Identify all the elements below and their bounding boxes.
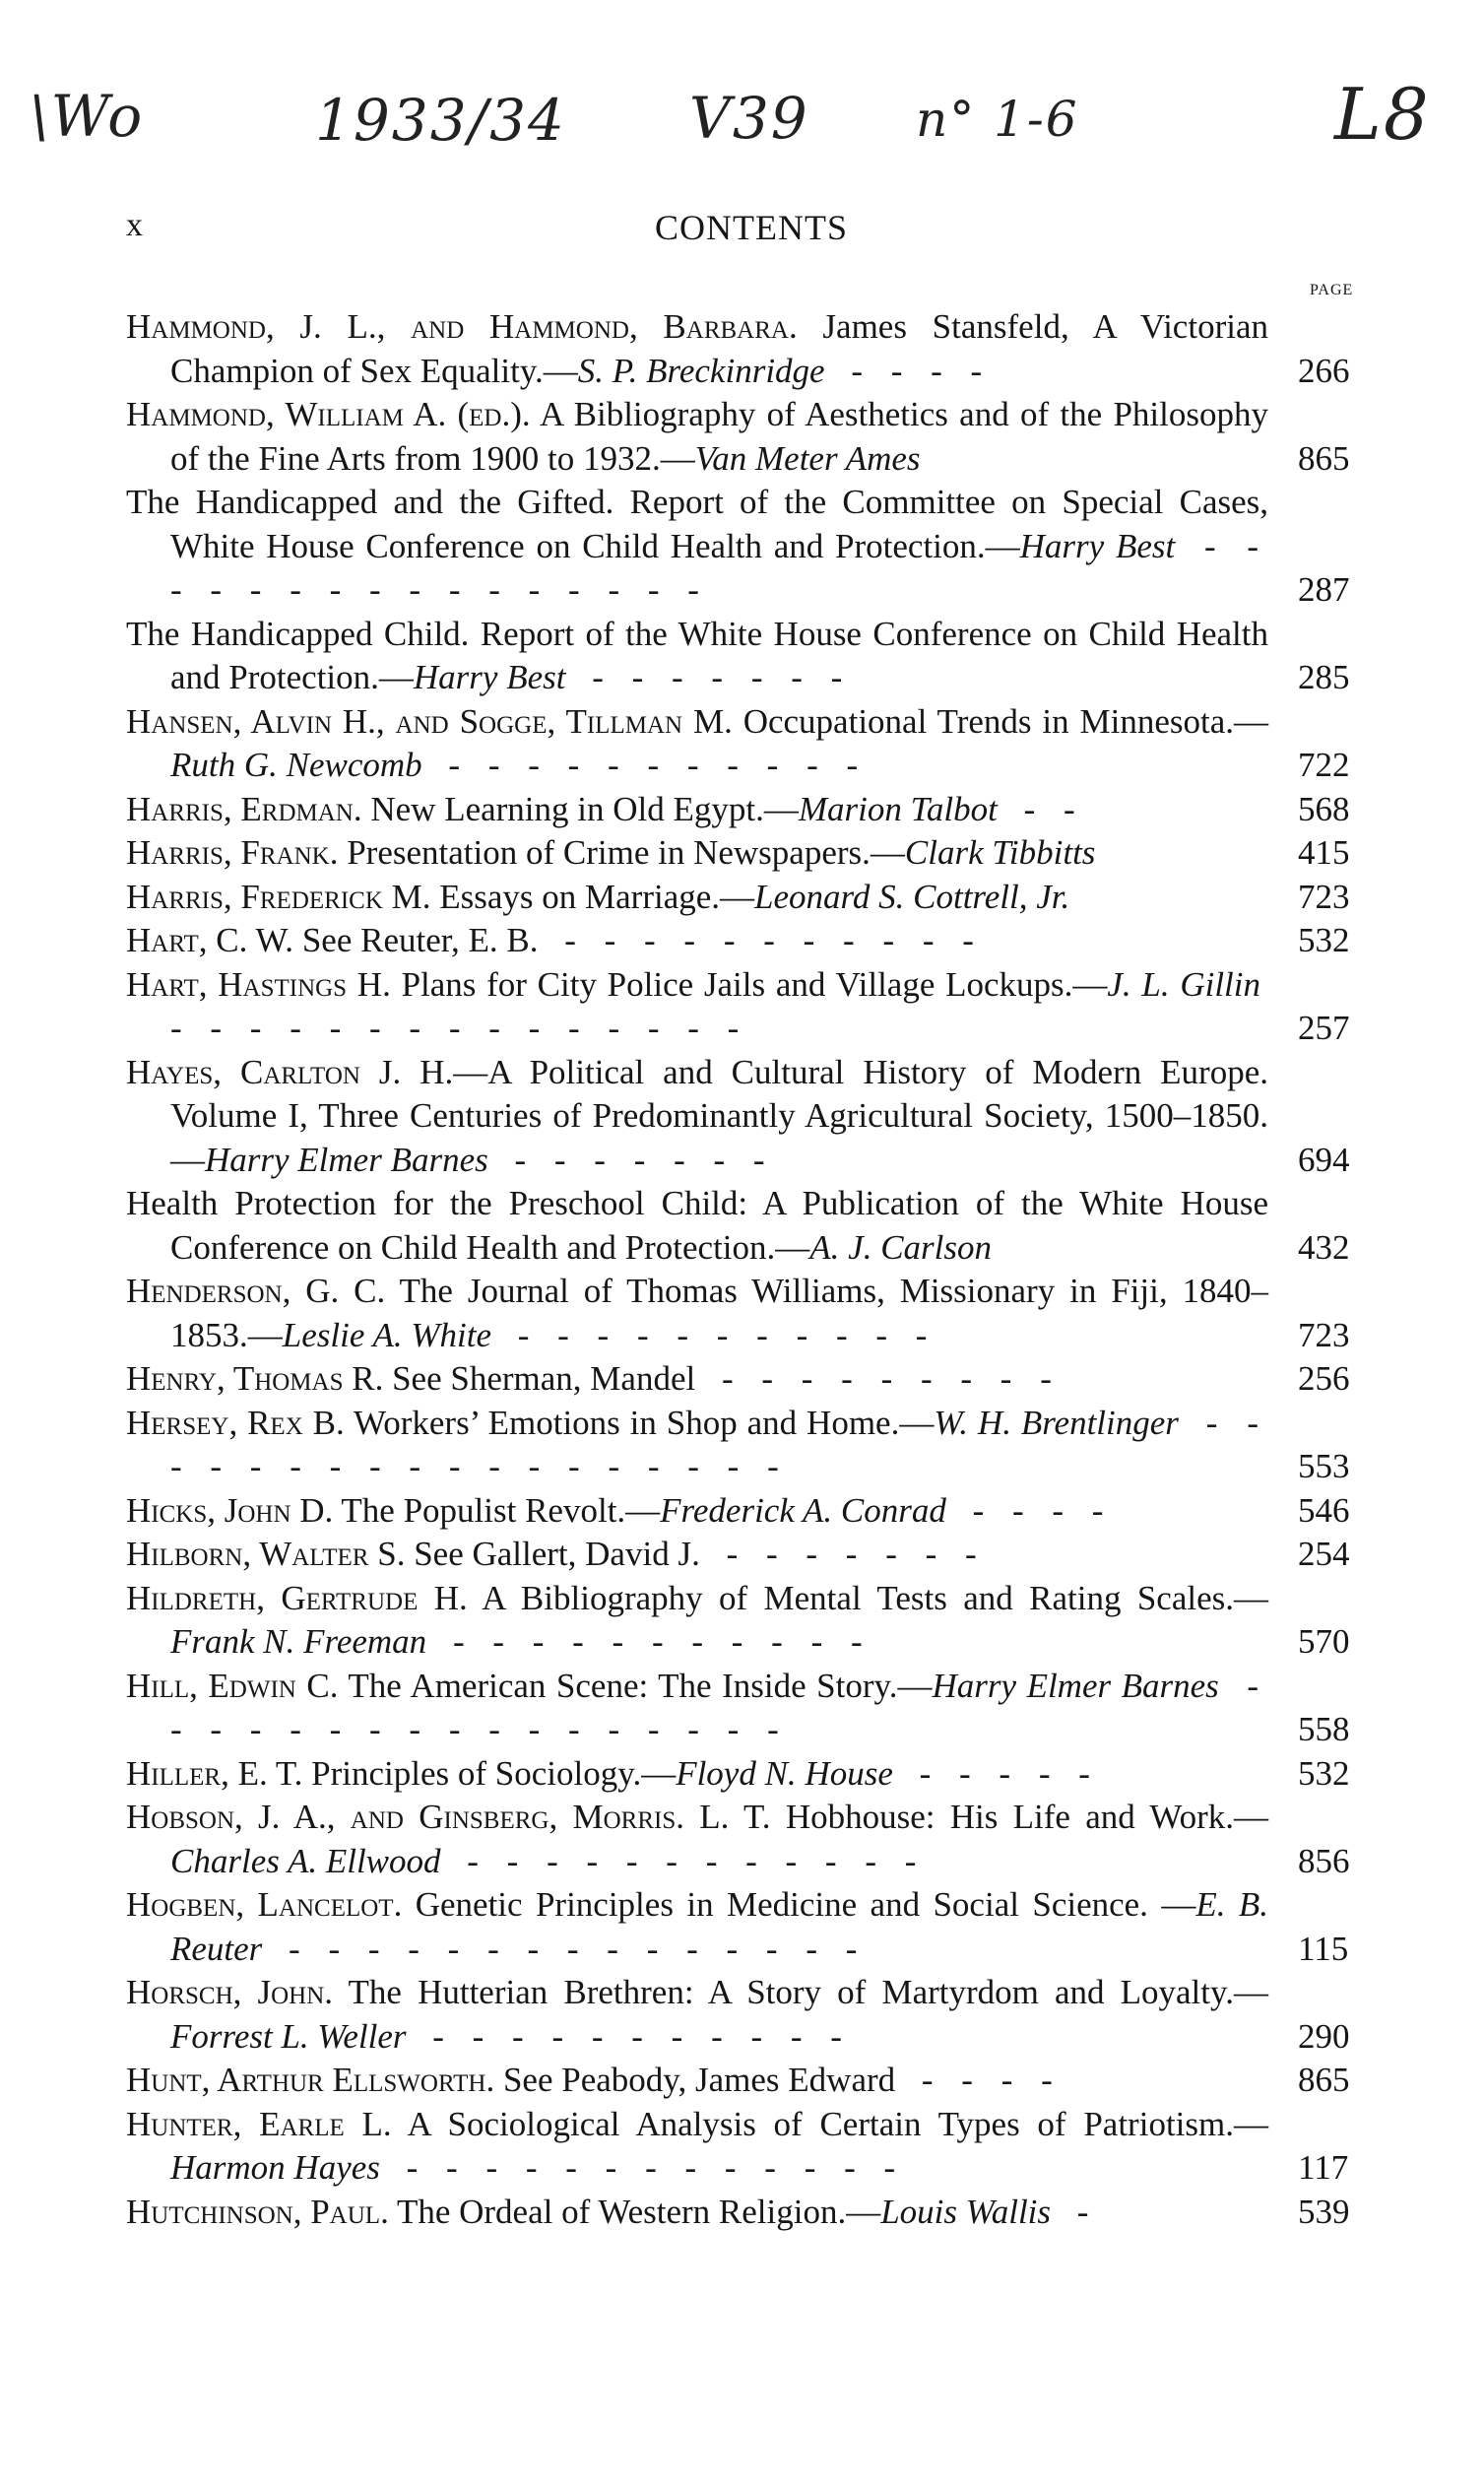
entry-reviewer: Marion Talbot	[798, 789, 998, 828]
contents-entry	[126, 1357, 1377, 1402]
entry-reviewer: W. H. Brentlinger	[934, 1403, 1179, 1442]
entry-author: Hart, Hastings H.	[126, 964, 391, 1004]
entry-page-number: 568	[1298, 789, 1350, 828]
entry-reviewer: Harmon Hayes	[170, 2148, 380, 2187]
entry-text	[126, 1402, 1268, 1489]
entry-author: Hill, Edwin C.	[126, 1666, 339, 1705]
entry-title: A Sociological Analysis of Certain Types of Patriotism.—	[391, 2104, 1268, 2143]
entry-page-number: 285	[1298, 658, 1350, 696]
entry-text	[126, 2103, 1268, 2191]
entry-leader: - - - - - - -	[707, 1535, 987, 1573]
entry-title: Presentation of Crime in Newspapers.—	[338, 833, 905, 872]
entry-leader: - - - - - - - - - - - - - - - - -	[170, 1666, 1269, 1748]
entry-author: Hutchinson, Paul.	[126, 2192, 389, 2231]
entry-page-number: 539	[1298, 2192, 1350, 2231]
entry-title: The Journal of Thomas Williams, Missionary in Fiji, 1840–1853.—	[170, 1272, 1268, 1354]
entry-reviewer: E. B. Reuter	[170, 1885, 1269, 1968]
entry-title: A Bibliography of Mental Tests and Rating Scales.—	[467, 1578, 1268, 1617]
entry-title: L. T. Hobhouse: His Life and Work.—	[683, 1798, 1268, 1836]
entry-page-number: 287	[1298, 570, 1350, 609]
handwritten-note-3: V39	[689, 85, 809, 152]
entry-title: Occupational Trends in Minnesota.—	[732, 701, 1269, 741]
contents-entry	[126, 2191, 1377, 2235]
entry-reviewer: Charles A. Ellwood	[170, 1841, 441, 1880]
entry-author: Hiller, E. T.	[126, 1753, 303, 1793]
contents-entry	[126, 1051, 1377, 1183]
entry-leader: - - - - - - -	[573, 658, 853, 696]
handwritten-note-2: 1933/34	[315, 87, 566, 154]
entry-title: The Hutterian Brethren: A Story of Martyrdom and Loyalty.—	[333, 1973, 1268, 2011]
page-title: CONTENTS	[655, 208, 848, 247]
entry-text	[126, 393, 1268, 481]
entry-author: Hammond, William A. (ed.).	[126, 395, 531, 433]
entry-author: Horsch, John.	[126, 1973, 334, 2011]
entry-text	[126, 1665, 1268, 1752]
entry-leader: -	[1059, 2192, 1099, 2231]
entry-page-number: 290	[1298, 2016, 1350, 2056]
entry-author: Henry, Thomas R.	[126, 1359, 384, 1398]
entry-reviewer: Louis Wallis	[880, 2192, 1052, 2231]
entry-text	[126, 481, 1268, 613]
entry-author: Hogben, Lancelot.	[126, 1885, 403, 1924]
handwritten-note-5: L8	[1334, 73, 1431, 156]
entry-title: See Sherman, Mandel	[383, 1359, 696, 1398]
contents-entry	[126, 1796, 1377, 1883]
entry-title: Principles of Sociology.—	[302, 1753, 677, 1793]
entry-page-number: 546	[1298, 1490, 1350, 1530]
contents-entry	[126, 393, 1377, 481]
entry-author: Hammond, J. L., and Hammond, Barbara.	[126, 307, 798, 346]
contents-entry	[126, 1533, 1377, 1577]
entry-leader: - - - - - - - - - - - - - - -	[270, 1929, 868, 1968]
entry-text	[126, 1796, 1268, 1883]
entry-author: Hansen, Alvin H., and Sogge, Tillman M.	[126, 701, 733, 741]
entry-text	[126, 2191, 1268, 2235]
contents-entry	[126, 919, 1377, 963]
contents-list	[126, 305, 1377, 2234]
contents-entry	[126, 2103, 1377, 2191]
entry-leader: - - - - - - - - - - -	[499, 1315, 937, 1354]
entry-text	[126, 2059, 1268, 2103]
entry-reviewer: Harry Elmer Barnes	[205, 1140, 488, 1179]
entry-text	[126, 1577, 1268, 1665]
entry-author: Harris, Erdman.	[126, 789, 362, 828]
entry-author: Hart, C. W.	[126, 921, 294, 959]
entry-text	[126, 305, 1268, 393]
entry-reviewer: Harry Elmer Barnes	[932, 1666, 1219, 1705]
entry-reviewer: A. J. Carlson	[809, 1227, 993, 1267]
handwritten-note-4: n° 1-6	[916, 91, 1079, 148]
entry-leader: - - - -	[832, 351, 993, 390]
entry-author: Hildreth, Gertrude H.	[126, 1578, 468, 1617]
entry-title: The Populist Revolt.—	[333, 1490, 661, 1530]
entry-title: New Learning in Old Egypt.—	[361, 789, 799, 828]
entry-text	[126, 831, 1268, 876]
entry-page-number: 254	[1298, 1535, 1350, 1573]
entry-title: See Gallert, David J.	[405, 1535, 700, 1573]
entry-title: The Ordeal of Western Religion.—	[388, 2192, 881, 2231]
entry-leader: - - - - - - - - -	[703, 1359, 1062, 1398]
page-header	[126, 203, 1377, 250]
entry-text	[126, 1270, 1268, 1357]
entry-title: —A Political and Cultural History of Modern Europe. Volume I, Three Centuries of Predominantly Agricultural Society, 1500–1850.—	[170, 1052, 1268, 1179]
entry-text	[126, 919, 1268, 963]
entry-title: See Peabody, James Edward	[494, 2061, 896, 2099]
entry-reviewer: Van Meter Ames	[694, 438, 921, 478]
entry-reviewer: Floyd N. House	[676, 1753, 893, 1793]
entry-author: Henderson, G. C.	[126, 1272, 386, 1310]
contents-entry	[126, 1752, 1377, 1797]
contents-entry	[126, 1402, 1377, 1489]
entry-reviewer: Frederick A. Conrad	[660, 1490, 946, 1530]
contents-entry	[126, 1182, 1377, 1270]
contents-entry	[126, 1971, 1377, 2059]
entry-leader: - - - - - - - - - - - -	[448, 1841, 927, 1880]
entry-leader: - - - - -	[900, 1753, 1100, 1793]
entry-leader: - - - - - - - - - - -	[434, 1622, 872, 1661]
entry-reviewer: Forrest L. Weller	[170, 2016, 407, 2056]
entry-text	[126, 1489, 1268, 1534]
entry-text	[126, 1971, 1268, 2059]
entry-page-number: 694	[1298, 1140, 1350, 1179]
contents-entry	[126, 700, 1377, 788]
entry-page-number: 415	[1298, 833, 1350, 872]
contents-entry	[126, 1665, 1377, 1752]
entry-page-number: 432	[1298, 1227, 1350, 1267]
entry-author: Hilborn, Walter S.	[126, 1535, 406, 1573]
entry-page-number: 553	[1298, 1447, 1350, 1485]
page-number-roman: x	[126, 207, 143, 243]
entry-reviewer: Clark Tibbitts	[904, 833, 1096, 872]
entry-author: Harris, Frederick M.	[126, 877, 431, 916]
entry-page-number: 856	[1298, 1841, 1350, 1880]
entry-text	[126, 1051, 1268, 1183]
entry-leader: - -	[1004, 789, 1085, 828]
entry-text	[126, 1752, 1268, 1797]
entry-title: James Stansfeld, A Victorian Champion of Sex Equality.—	[170, 307, 1268, 390]
entry-page-number: 558	[1298, 1710, 1350, 1748]
entry-text	[126, 613, 1268, 700]
entry-title: See Reuter, E. B.	[293, 921, 539, 959]
entry-text	[126, 1533, 1268, 1577]
entry-page-number: 532	[1298, 921, 1350, 959]
entry-leader: - - - - - - - - - - - - -	[387, 2148, 906, 2187]
contents-entry	[126, 613, 1377, 700]
entry-author: Hersey, Rex B.	[126, 1403, 345, 1442]
entry-title: The American Scene: The Inside Story.—	[338, 1666, 933, 1705]
entry-text	[126, 700, 1268, 788]
contents-entry	[126, 963, 1377, 1051]
handwritten-note-1: \Wo	[30, 83, 145, 150]
entry-text	[126, 1883, 1268, 1971]
entry-title: Genetic Principles in Medicine and Social Science. —	[402, 1885, 1196, 1924]
entry-author: Hunter, Earle L.	[126, 2104, 392, 2143]
entry-reviewer: Harry Best	[1019, 526, 1176, 565]
entry-page-number: 266	[1298, 351, 1350, 390]
contents-entry	[126, 1883, 1377, 1971]
entry-reviewer: Leslie A. White	[282, 1315, 491, 1354]
entry-text	[126, 788, 1268, 832]
entry-title: The Handicapped Child. Report of the White House Conference on Child Health and Protection.—	[126, 614, 1268, 696]
handwritten-notes	[0, 69, 1484, 177]
contents-entry	[126, 876, 1377, 920]
contents-entry	[126, 1270, 1377, 1357]
entry-author: Hobson, J. A., and Ginsberg, Morris.	[126, 1798, 684, 1836]
entry-page-number: 723	[1298, 1315, 1350, 1354]
entry-author: Hicks, John D.	[126, 1490, 334, 1530]
entry-page-number: 256	[1298, 1359, 1350, 1398]
entry-page-number: 865	[1298, 2061, 1350, 2099]
entry-page-number: 570	[1298, 1622, 1350, 1661]
entry-title: Health Protection for the Preschool Child: A Publication of the White House Conference on Child Health and Protection.—	[126, 1184, 1268, 1267]
entry-reviewer: S. P. Breckinridge	[577, 351, 825, 390]
contents-entry	[126, 788, 1377, 832]
entry-leader: - - - - - - - - - - - - - - - -	[170, 526, 1269, 609]
entry-page-number: 722	[1298, 746, 1350, 784]
entry-page-number: 117	[1298, 2148, 1349, 2187]
entry-reviewer: Leonard S. Cottrell, Jr.	[754, 877, 1070, 916]
entry-title: The Handicapped and the Gifted. Report of the Committee on Special Cases, White House Conference on Child Health and Protection.—	[126, 483, 1268, 565]
contents-entry	[126, 1577, 1377, 1665]
entry-reviewer: Frank N. Freeman	[170, 1622, 427, 1661]
entry-leader: - - - - - - - - - - -	[429, 746, 869, 784]
page-column-label: PAGE	[1310, 282, 1354, 298]
entry-title: Plans for City Police Jails and Village Lockups.—	[390, 964, 1108, 1004]
entry-text	[126, 1357, 1268, 1402]
entry-reviewer: Ruth G. Newcomb	[170, 746, 422, 784]
entry-page-number: 865	[1298, 438, 1350, 478]
entry-leader: - - - - - - -	[495, 1140, 775, 1179]
entry-reviewer: J. L. Gillin	[1107, 964, 1260, 1004]
entry-leader: - - - - - - - - - - - - - - -	[170, 1009, 749, 1047]
contents-entry	[126, 2059, 1377, 2103]
entry-leader: - - - -	[903, 2061, 1063, 2099]
entry-title: A Bibliography of Aesthetics and of the Philosophy of the Fine Arts from 1900 to 1932.—	[170, 395, 1269, 478]
contents-entry	[126, 481, 1377, 613]
entry-reviewer: Harry Best	[413, 658, 566, 696]
entry-leader: - - - - - - - - - - - - - - - - - -	[170, 1403, 1268, 1485]
entry-page-number: 532	[1298, 1753, 1350, 1793]
entry-text	[126, 1182, 1268, 1270]
entry-title: Workers’ Emotions in Shop and Home.—	[344, 1403, 935, 1442]
entry-page-number: 723	[1298, 877, 1350, 916]
entry-author: Harris, Frank.	[126, 833, 339, 872]
entry-author: Hayes, Carlton J. H.	[126, 1052, 454, 1091]
entry-title: Essays on Marriage.—	[430, 877, 755, 916]
entry-leader: - - - -	[953, 1490, 1114, 1530]
entry-page-number: 257	[1298, 1009, 1350, 1047]
entry-page-number: 115	[1298, 1929, 1349, 1968]
contents-entry	[126, 1489, 1377, 1534]
contents-entry	[126, 831, 1377, 876]
entry-leader: - - - - - - - - - - -	[414, 2016, 852, 2056]
entry-author: Hunt, Arthur Ellsworth.	[126, 2061, 495, 2099]
entry-text	[126, 963, 1268, 1051]
entry-leader: - - - - - - - - - - -	[546, 921, 984, 959]
entry-text	[126, 876, 1268, 920]
contents-entry	[126, 305, 1377, 393]
